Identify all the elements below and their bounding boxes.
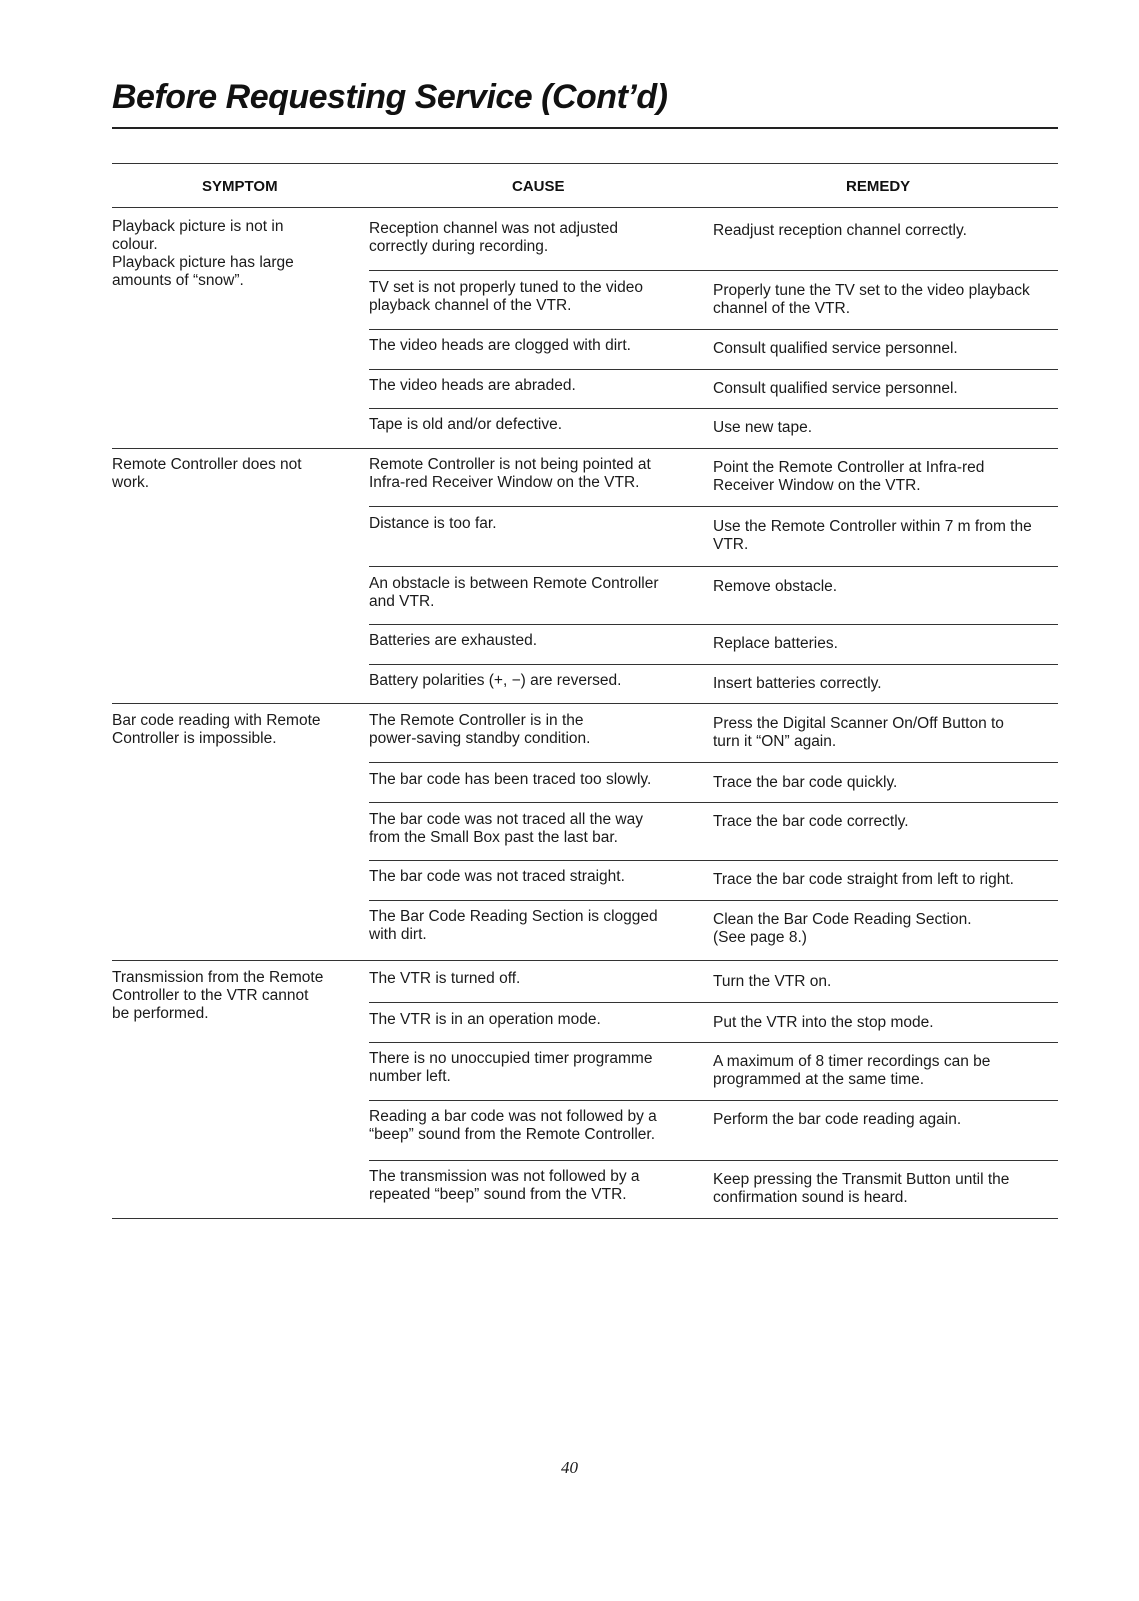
row-rule xyxy=(369,900,1058,901)
row-rule xyxy=(369,566,1058,567)
remedy-text: Use the Remote Controller within 7 m from the VTR. xyxy=(713,518,1032,553)
cause-text: Batteries are exhausted. xyxy=(369,632,538,649)
cause-text: The VTR is in an operation mode. xyxy=(369,1011,601,1028)
header-symptom: SYMPTOM xyxy=(202,178,278,195)
symptom-text: Bar code reading with Remote Controller is impossible. xyxy=(112,712,321,747)
remedy-text: Put the VTR into the stop mode. xyxy=(713,1014,934,1031)
cause-text: TV set is not properly tuned to the video playback channel of the VTR. xyxy=(369,279,643,314)
remedy-text: Trace the bar code quickly. xyxy=(713,774,898,791)
remedy-text: Use new tape. xyxy=(713,419,813,436)
group-rule xyxy=(112,703,1058,704)
row-rule xyxy=(369,1042,1058,1043)
remedy-text: Properly tune the TV set to the video playback channel of the VTR. xyxy=(713,282,1030,317)
cause-text: The VTR is turned off. xyxy=(369,970,521,987)
cause-text: The Bar Code Reading Section is clogged with dirt. xyxy=(369,908,658,943)
remedy-text: Insert batteries correctly. xyxy=(713,675,882,692)
row-rule xyxy=(369,860,1058,861)
row-rule xyxy=(369,270,1058,271)
row-rule xyxy=(369,329,1058,330)
remedy-text: A maximum of 8 timer recordings can be programmed at the same time. xyxy=(713,1053,991,1088)
header-remedy: REMEDY xyxy=(846,178,911,195)
group-rule xyxy=(112,960,1058,961)
cause-text: There is no unoccupied timer programme number left. xyxy=(369,1050,653,1085)
symptom-text: Remote Controller does not work. xyxy=(112,456,302,491)
cause-text: The video heads are abraded. xyxy=(369,377,576,394)
row-rule xyxy=(369,1100,1058,1101)
cause-text: Tape is old and/or defective. xyxy=(369,416,563,433)
remedy-text: Perform the bar code reading again. xyxy=(713,1111,962,1128)
row-rule xyxy=(369,624,1058,625)
row-rule xyxy=(369,369,1058,370)
row-rule xyxy=(369,664,1058,665)
remedy-text: Turn the VTR on. xyxy=(713,973,832,990)
cause-text: Reception channel was not adjusted correctly during recording. xyxy=(369,220,619,255)
remedy-text: Keep pressing the Transmit Button until the confirmation sound is heard. xyxy=(713,1171,1010,1206)
header-cause: CAUSE xyxy=(512,178,565,195)
cause-text: The transmission was not followed by a repeated “beep” sound from the VTR. xyxy=(369,1168,640,1203)
cause-text: The bar code has been traced too slowly. xyxy=(369,771,652,788)
cause-text: Battery polarities (+, −) are reversed. xyxy=(369,672,622,689)
row-rule xyxy=(369,762,1058,763)
row-rule xyxy=(369,1160,1058,1161)
table-bottom-rule xyxy=(112,1218,1058,1219)
remedy-text: Replace batteries. xyxy=(713,635,838,652)
page-number: 40 xyxy=(561,1458,578,1477)
page-title: Before Requesting Service (Cont’d) xyxy=(112,78,668,116)
header-bottom-rule xyxy=(112,207,1058,208)
remedy-text: Consult qualified service personnel. xyxy=(713,340,958,357)
cause-text: Remote Controller is not being pointed at Infra-red Receiver Window on the VTR. xyxy=(369,456,651,491)
symptom-text: Playback picture is not in colour. Playback picture has large amounts of “snow”. xyxy=(112,218,294,289)
cause-text: The Remote Controller is in the power-saving standby condition. xyxy=(369,712,591,747)
cause-text: The bar code was not traced all the way from the Small Box past the last bar. xyxy=(369,811,643,846)
remedy-text: Readjust reception channel correctly. xyxy=(713,222,967,239)
remedy-text: Point the Remote Controller at Infra-red Receiver Window on the VTR. xyxy=(713,459,985,494)
row-rule xyxy=(369,408,1058,409)
row-rule xyxy=(369,506,1058,507)
table-top-rule xyxy=(112,163,1058,164)
symptom-text: Transmission from the Remote Controller to the VTR cannot be performed. xyxy=(112,969,324,1022)
cause-text: Distance is too far. xyxy=(369,515,497,532)
remedy-text: Trace the bar code correctly. xyxy=(713,813,909,830)
remedy-text: Trace the bar code straight from left to right. xyxy=(713,871,1014,888)
remedy-text: Press the Digital Scanner On/Off Button to turn it “ON” again. xyxy=(713,715,1004,750)
title-underline xyxy=(112,127,1058,129)
cause-text: The bar code was not traced straight. xyxy=(369,868,625,885)
remedy-text: Consult qualified service personnel. xyxy=(713,380,958,397)
row-rule xyxy=(369,1002,1058,1003)
remedy-text: Clean the Bar Code Reading Section. (See page 8.) xyxy=(713,911,972,946)
group-rule xyxy=(112,448,1058,449)
row-rule xyxy=(369,802,1058,803)
remedy-text: Remove obstacle. xyxy=(713,578,838,595)
cause-text: Reading a bar code was not followed by a “beep” sound from the Remote Controller. xyxy=(369,1108,657,1143)
cause-text: The video heads are clogged with dirt. xyxy=(369,337,631,354)
cause-text: An obstacle is between Remote Controller and VTR. xyxy=(369,575,659,610)
